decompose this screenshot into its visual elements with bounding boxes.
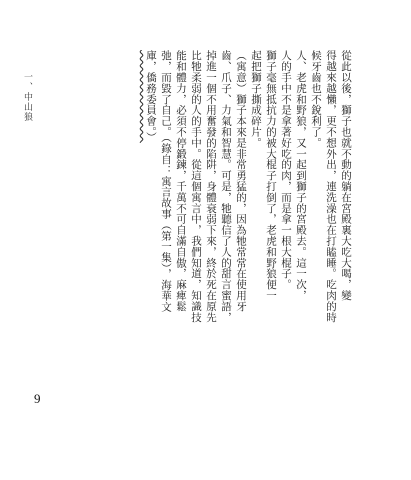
text-column: （寓意）獅子本來是非常勇猛的，因為牠常常在使用牙	[235, 50, 247, 312]
text-column: 掉進一個不用奮發的陷阱，身體衰弱下來，終於死在原先	[205, 50, 217, 323]
text-column: 人的手中不是拿著好吃的肉，而是拿一根大棍子。	[280, 50, 292, 290]
text-column: 候牙齒也不銳利了。	[310, 50, 322, 149]
text-column: 齒、爪子、力氣和智慧。可是，牠聽信了人的甜言蜜語，	[220, 50, 232, 323]
text-column: 獅子毫無抵抗力的被大棍子打倒了，老虎和野狼便一	[265, 50, 277, 301]
text-column: 能和體力，必須不停鍛鍊，千萬不可自滿自傲，麻痺鬆	[175, 50, 187, 312]
text-column: 起把獅子撕成碎片。	[250, 50, 262, 149]
text-column: 得越來越懶，更不想外出，連洗澡也在打瞌睡。吃肉的時	[325, 50, 337, 323]
text-column: 人、老虎和野狼，又一起到獅子的宮殿去。這一次，	[295, 50, 307, 301]
text-column: 比牠柔弱的人的手中。從這個寓言中，我們知道，知識技	[190, 50, 202, 323]
text-column: 庫，僑務委員會。）	[145, 50, 157, 143]
text-column: 從此以後，獅子也就不動的躺在宮殿裏大吃大喝，變	[340, 50, 352, 301]
text-column: 弛，而毀了自己。（錄自：寓言故事（第一集），海華文	[160, 50, 172, 312]
page-number: 9	[34, 391, 41, 406]
running-head: 一、中山狼	[22, 72, 32, 122]
